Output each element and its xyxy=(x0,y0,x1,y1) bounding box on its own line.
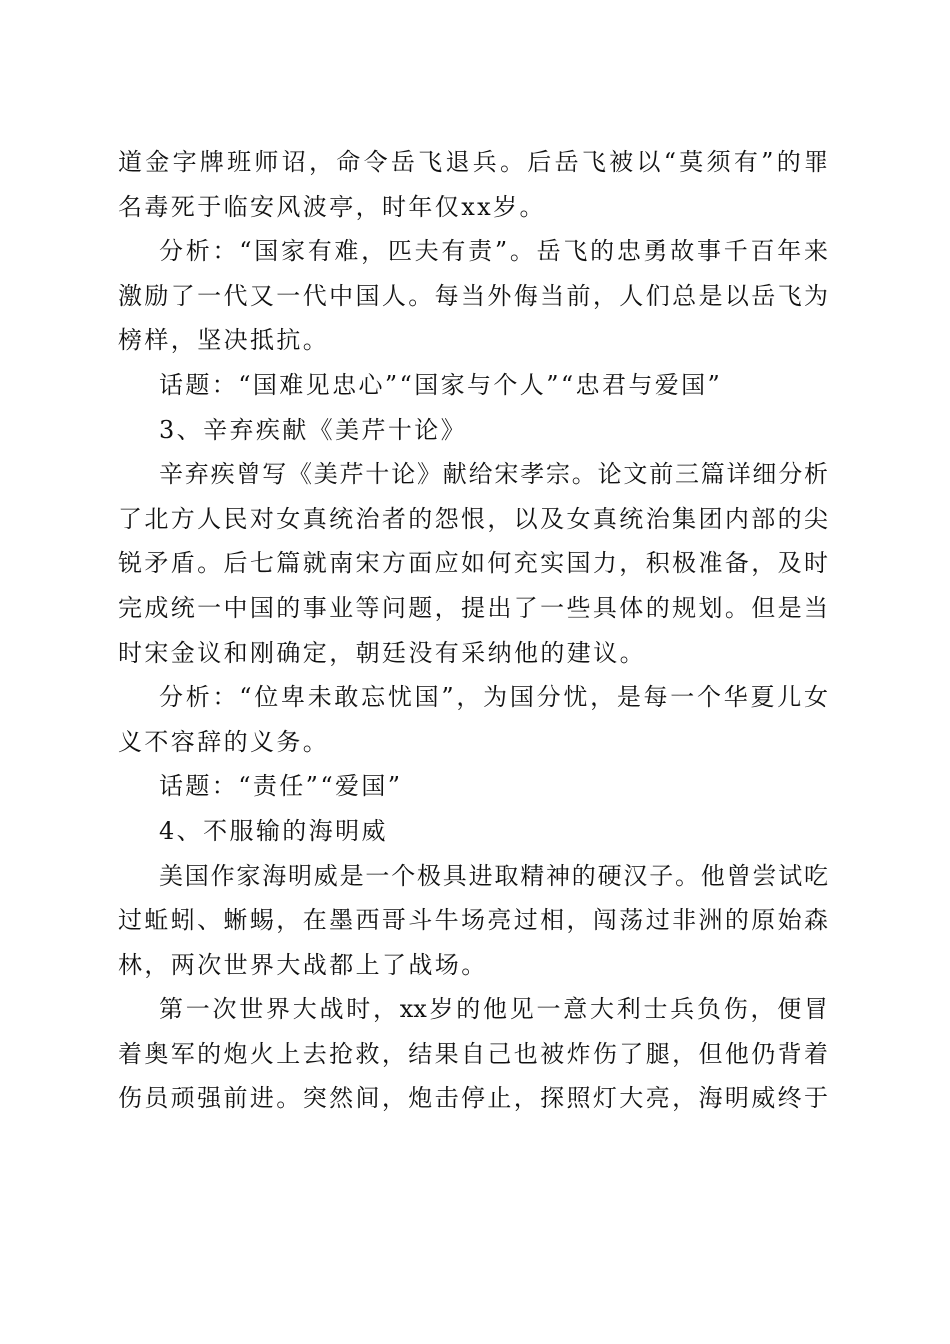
text-line: 锐矛盾。后七篇就南宋方面应如何充实国力，积极准备，及时 xyxy=(118,549,828,578)
text-line: 分析：“位卑未敢忘忧国”，为国分忧，是每一个华夏儿女 xyxy=(159,683,828,712)
text-line: 激励了一代又一代中国人。每当外侮当前，人们总是以岳飞为 xyxy=(118,281,828,310)
text-line: 话题：“责任”“爱国” xyxy=(159,772,403,801)
text-line: 了北方人民对女真统治者的怨恨，以及女真统治集团内部的尖 xyxy=(118,504,828,533)
text-line: 话题：“国难见忠心”“国家与个人”“忠君与爱国” xyxy=(159,370,723,399)
text-line: 完成统一中国的事业等问题，提出了一些具体的规划。但是当 xyxy=(118,593,828,622)
section-heading: 3、辛弃疾献《美芹十论》 xyxy=(159,415,468,444)
body-text xyxy=(118,140,828,1121)
text-line: 义不容辞的义务。 xyxy=(118,727,330,756)
text-line: 第一次世界大战时，xx岁的他见一意大利士兵负伤，便冒 xyxy=(159,995,828,1024)
text-line: 美国作家海明威是一个极具进取精神的硬汉子。他曾尝试吃 xyxy=(159,861,828,890)
section-heading: 4、不服输的海明威 xyxy=(159,816,388,845)
text-line: 道金字牌班师诏，命令岳飞退兵。后岳飞被以“莫须有”的罪 xyxy=(118,148,828,176)
text-line: 榜样，坚决抵抗。 xyxy=(118,326,330,355)
text-line: 过蚯蚓、蜥蜴，在墨西哥斗牛场亮过相，闯荡过非洲的原始森 xyxy=(118,906,828,935)
text-line: 林，两次世界大战都上了战场。 xyxy=(118,950,488,979)
text-line: 时宋金议和刚确定，朝廷没有采纳他的建议。 xyxy=(118,638,646,667)
text-line: 分析：“国家有难，匹夫有责”。岳飞的忠勇故事千百年来 xyxy=(159,237,828,266)
text-line: 伤员顽强前进。突然间，炮击停止，探照灯大亮，海明威终于 xyxy=(118,1084,828,1113)
text-line: 辛弃疾曾写《美芹十论》献给宋孝宗。论文前三篇详细分析 xyxy=(159,460,828,489)
text-line: 着奥军的炮火上去抢救，结果自己也被炸伤了腿，但他仍背着 xyxy=(118,1039,828,1068)
text-line: 名毒死于临安风波亭，时年仅xx岁。 xyxy=(118,192,546,221)
